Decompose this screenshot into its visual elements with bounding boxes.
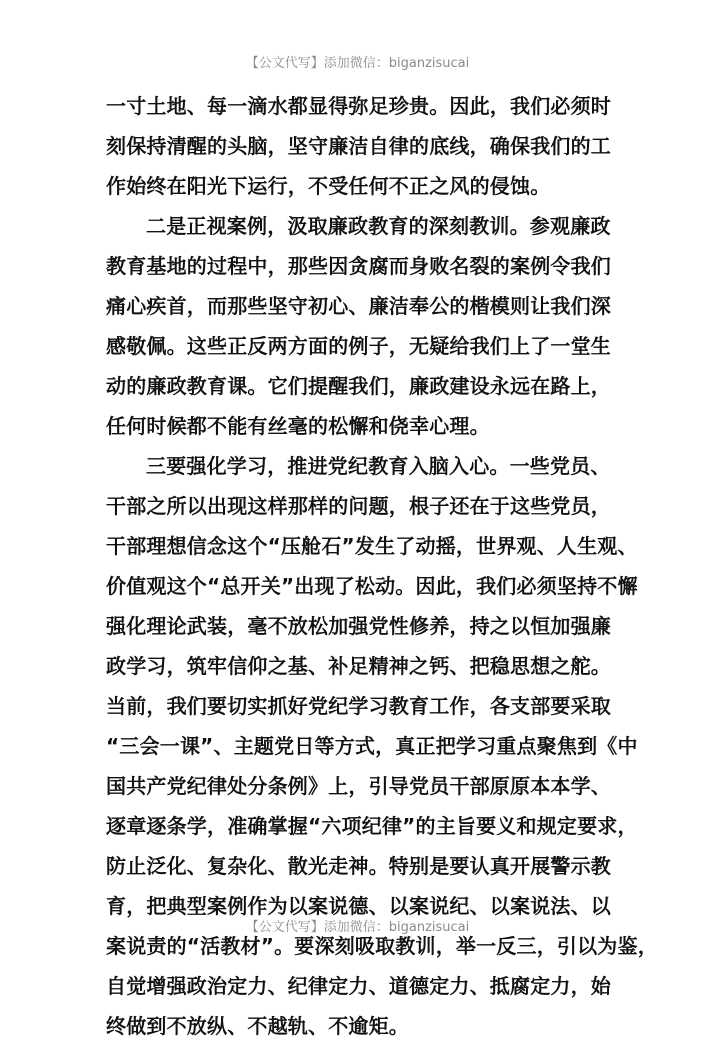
text-line: 自觉增强政治定力、纪律定力、道德定力、抵腐定力，始 <box>106 974 611 998</box>
text-line: 痛心疾首，而那些坚守初心、廉洁奉公的楷模则让我们深 <box>106 294 611 318</box>
footer-watermark: 【公文代写】添加微信：biganzisucai <box>245 920 470 935</box>
document-body <box>106 86 658 1046</box>
text-line: 作始终在阳光下运行，不受任何不正之风的侵蚀。 <box>106 174 551 198</box>
text-line: 当前，我们要切实抓好党纪学习教育工作，各支部要采取 <box>106 694 611 718</box>
text-line: 一寸土地、每一滴水都显得弥足珍贵。因此，我们必须时 <box>106 94 611 118</box>
header-watermark: 【公文代写】添加微信：biganzisucai <box>245 56 470 71</box>
text-line: 逐章逐条学，准确掌握“六项纪律”的主旨要义和规定要求， <box>106 814 638 838</box>
text-line: “三会一课”、主题党日等方式，真正把学习重点聚焦到《中 <box>106 734 638 758</box>
paragraph <box>106 446 658 1046</box>
paragraph <box>106 86 616 206</box>
text-line: 国共产党纪律处分条例》上，引导党员干部原原本本学、 <box>106 774 611 798</box>
text-line: 感敬佩。这些正反两方面的例子，无疑给我们上了一堂生 <box>106 334 611 358</box>
text-line: 干部理想信念这个“压舱石”发生了动摇，世界观、人生观、 <box>106 534 638 558</box>
text-line: 二是正视案例，汲取廉政教育的深刻教训。参观廉政 <box>146 214 611 238</box>
text-line: 育，把典型案例作为以案说德、以案说纪、以案说法、以 <box>106 894 611 918</box>
text-line: 三要强化学习，推进党纪教育入脑入心。一些党员、 <box>146 454 611 478</box>
text-line: 价值观这个“总开关”出现了松动。因此，我们必须坚持不懈 <box>106 574 638 598</box>
text-line: 刻保持清醒的头脑，坚守廉洁自律的底线，确保我们的工 <box>106 134 611 158</box>
text-line: 任何时候都不能有丝毫的松懈和侥幸心理。 <box>106 414 490 438</box>
text-line: 动的廉政教育课。它们提醒我们，廉政建设永远在路上， <box>106 374 611 398</box>
text-line: 干部之所以出现这样那样的问题，根子还在于这些党员， <box>106 494 611 518</box>
paragraph <box>106 206 616 446</box>
text-line: 强化理论武装，毫不放松加强党性修养，持之以恒加强廉 <box>106 614 611 638</box>
text-line: 终做到不放纵、不越轨、不逾矩。 <box>106 1014 409 1038</box>
text-line: 防止泛化、复杂化、散光走神。特别是要认真开展警示教 <box>106 854 611 878</box>
text-line: 案说责的“活教材”。要深刻吸取教训，举一反三，引以为鉴， <box>106 934 658 958</box>
text-line: 教育基地的过程中，那些因贪腐而身败名裂的案例令我们 <box>106 254 611 278</box>
text-line: 政学习，筑牢信仰之基、补足精神之钙、把稳思想之舵。 <box>106 654 611 678</box>
